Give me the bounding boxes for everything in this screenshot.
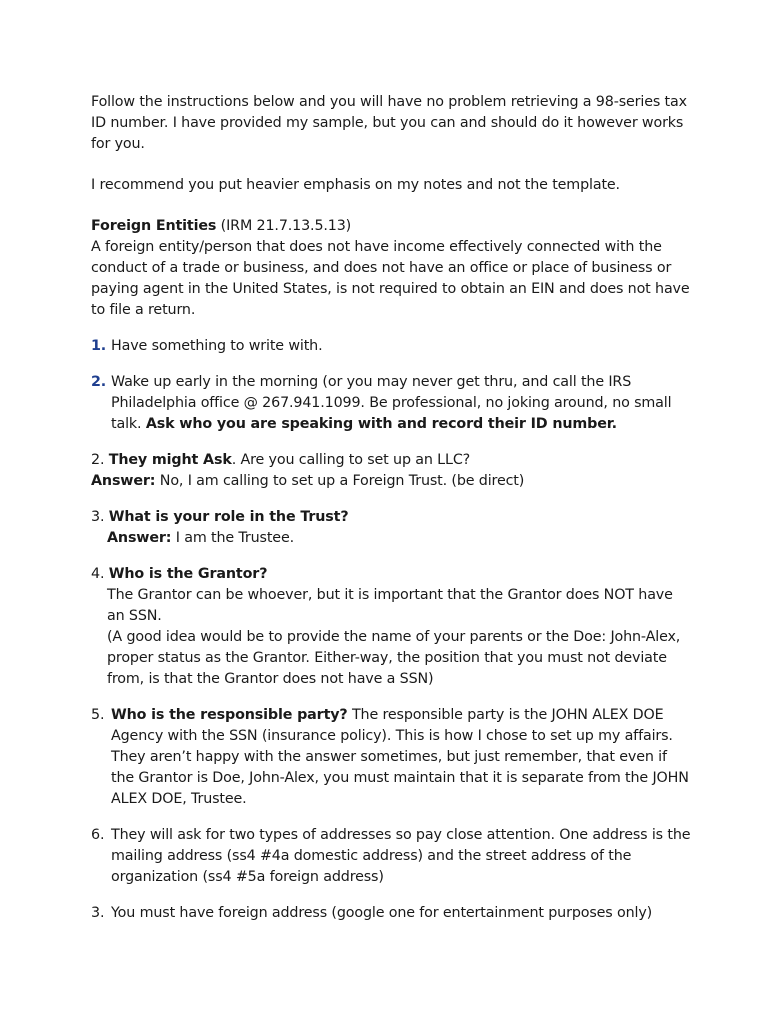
step-5-question-line — [91, 564, 691, 585]
step-3-question-text: . Are you calling to set up an LLC? — [231, 452, 471, 468]
foreign-entities-ref: (IRM 21.7.13.5.13) — [216, 218, 352, 234]
step-7-number: 6. — [91, 827, 105, 843]
step-5-text-1: The Grantor can be whoever, but it is important that the Grantor does NOT have an SSN. — [107, 587, 673, 624]
step-3-answer-line — [91, 471, 691, 492]
step-3-answer-label: Answer: — [91, 473, 156, 489]
step-4-question: What is your role in the Trust? — [108, 509, 349, 525]
intro-paragraph-1: Follow the instructions below and you will have no problem retrieving a 98-series tax ID number. I have provided my sample, but you can and should do it however works for you. — [91, 94, 687, 152]
step-5-number: 4. — [91, 566, 105, 582]
step-5 — [91, 564, 691, 690]
step-6-text: The responsible party is the JOHN ALEX DOE Agency with the SSN (insurance policy). This is how I chose to set up my affairs. They aren’t happy with the answer sometimes, but just remember, that even if the Grantor is Doe, John-Alex, you must maintain that it is separate from the JOHN ALEX DOE, Trustee. — [111, 707, 689, 807]
step-7 — [91, 825, 691, 888]
foreign-entities-section — [91, 216, 691, 321]
step-8-text: You must have foreign address (google one for entertainment purposes only) — [111, 905, 653, 921]
step-3-answer-text: No, I am calling to set up a Foreign Trust. (be direct) — [155, 473, 525, 489]
step-2-text: Wake up early in the morning (or you may never get thru, and call the IRS Philadelphia office @ 267.941.1099. Be professional, no joking around, no small talk. — [111, 374, 672, 432]
document-page — [91, 92, 691, 924]
step-4-number: 3. — [91, 509, 105, 525]
step-3 — [91, 450, 691, 492]
step-2-number: 2. — [91, 374, 107, 390]
step-2 — [91, 372, 691, 435]
step-2-body — [111, 372, 691, 435]
step-6-body — [111, 705, 691, 810]
step-6-question: Who is the responsible party? — [111, 707, 348, 723]
foreign-entities-title-line — [91, 216, 691, 237]
step-1-text: Have something to write with. — [111, 338, 323, 354]
step-4-answer-label: Answer: — [107, 530, 172, 546]
step-1 — [91, 336, 691, 357]
step-4-answer-line — [91, 528, 691, 549]
step-1-number: 1. — [91, 338, 107, 354]
step-3-number: 2. — [91, 452, 105, 468]
step-8-number: 3. — [91, 905, 105, 921]
step-8 — [91, 903, 691, 924]
step-6 — [91, 705, 691, 810]
foreign-entities-text: A foreign entity/person that does not have income effectively connected with the conduct of a trade or business, and does not have an office or place of business or paying agent in the United States, is not required to obtain an EIN and does not have to file a return. — [91, 239, 690, 318]
step-5-question: Who is the Grantor? — [108, 566, 268, 582]
step-4-question-line — [91, 507, 691, 528]
step-3-question-line — [91, 450, 691, 471]
step-6-number: 5. — [91, 707, 105, 723]
step-7-text: They will ask for two types of addresses so pay close attention. One address is the mailing address (ss4 #4a domestic address) and the street address of the organization (ss4 #5a foreign address) — [111, 827, 691, 885]
step-4 — [91, 507, 691, 549]
step-4-answer-text: I am the Trustee. — [171, 530, 294, 546]
foreign-entities-heading: Foreign Entities — [91, 218, 217, 234]
intro-paragraph-2: I recommend you put heavier emphasis on my notes and not the template. — [91, 177, 620, 193]
step-5-text-2: (A good idea would be to provide the name of your parents or the Doe: John-Alex, proper status as the Grantor. Either-way, the position that you must not deviate from, is that the Grantor does not have a SSN) — [107, 629, 681, 687]
step-2-bold-text: Ask who you are speaking with and record their ID number. — [145, 416, 617, 432]
step-3-question: They might Ask — [108, 452, 232, 468]
